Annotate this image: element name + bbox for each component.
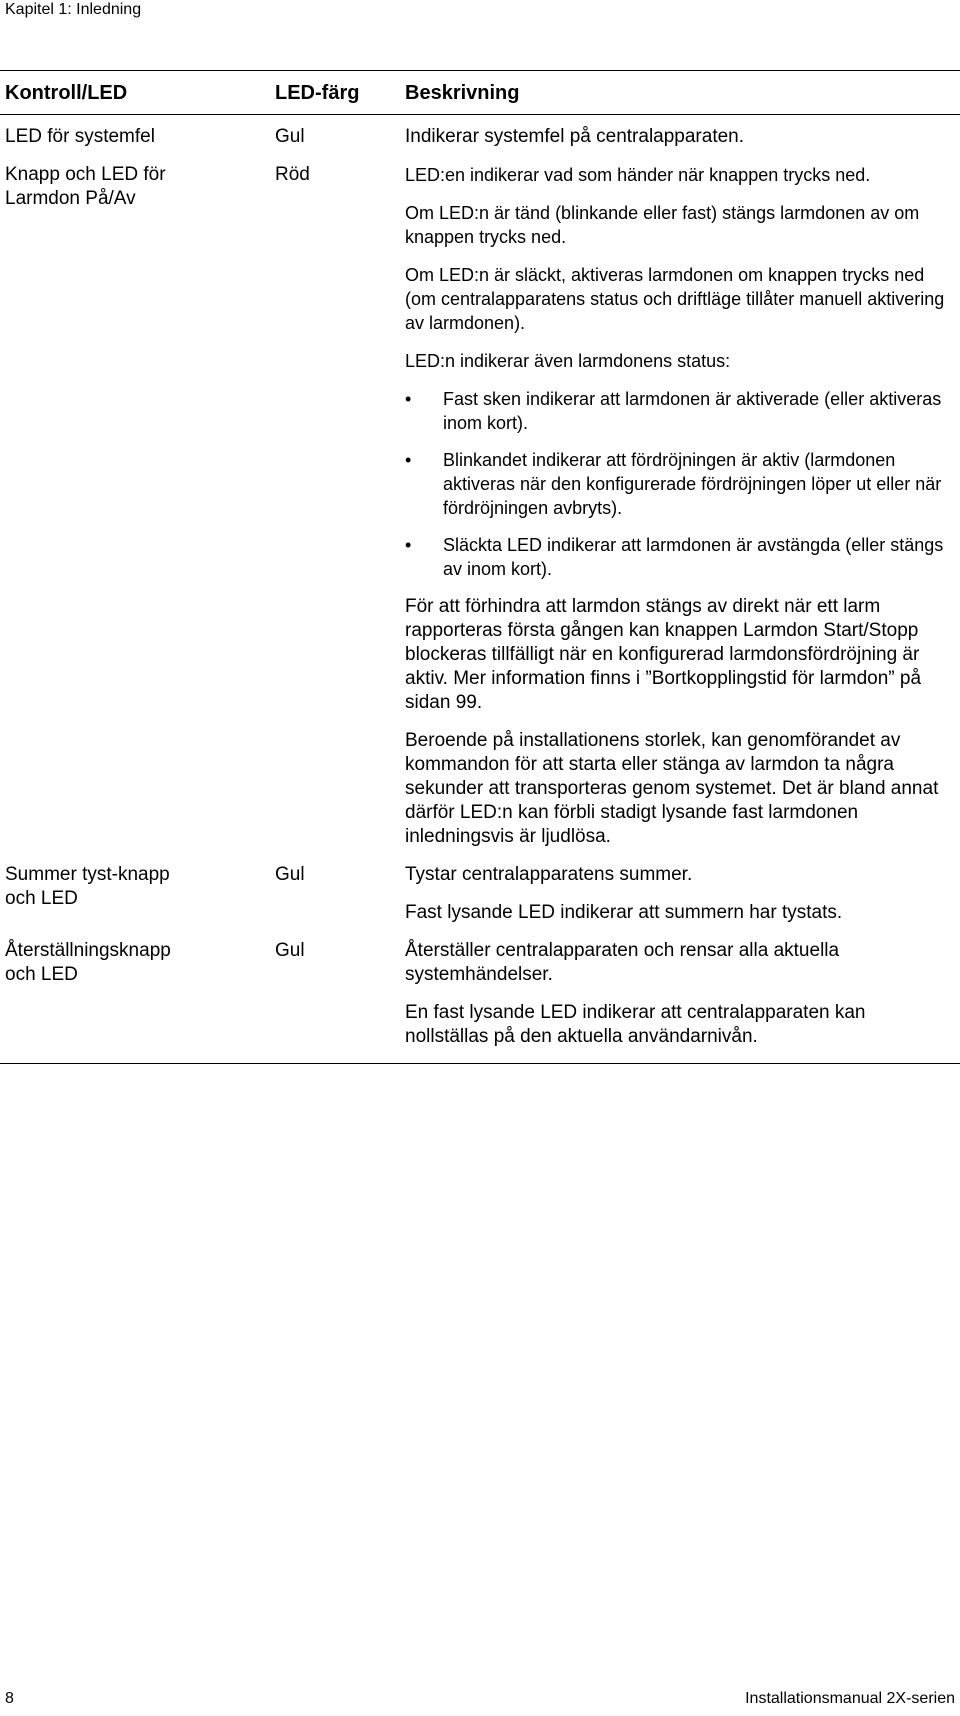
- table-row: [0, 163, 960, 863]
- status-bullet-list: [405, 387, 950, 581]
- control-name: Återställningsknapp och LED: [5, 940, 171, 985]
- control-name: Knapp och LED för Larmdon På/Av: [5, 164, 166, 209]
- description-paragraph: Återställer centralapparaten och rensar alla aktuella systemhändelser.: [405, 940, 840, 985]
- description-paragraph: För att förhindra att larmdon stängs av direkt när ett larm rapporteras första gången kan knappen Larmdon Start/Stopp blockeras tillfälligt när en konfigurerad larmdonsfördröjning är aktiv. Mer information finns i ”Bortkopplingstid för larmdon” på sidan 99.: [405, 596, 922, 713]
- bullet-icon: •: [405, 450, 412, 470]
- bullet-item: • Fast sken indikerar att larmdonen är aktiverade (eller aktiveras inom kort).: [405, 389, 942, 433]
- column-header-color: LED-färg: [275, 82, 360, 104]
- description-paragraph: Om LED:n är tänd (blinkande eller fast) stängs larmdonen av om knappen trycks ned.: [405, 203, 920, 247]
- description-paragraph: Om LED:n är släckt, aktiveras larmdonen om knappen trycks ned (om centralapparatens status och driftläge tillåter manuell aktivering av larmdonen).: [405, 265, 945, 333]
- column-header-control: Kontroll/LED: [5, 82, 128, 104]
- bullet-icon: •: [405, 535, 412, 555]
- page-number: 8: [5, 1690, 14, 1707]
- description-paragraph: Fast lysande LED indikerar att summern har tystats.: [405, 902, 843, 923]
- table-header-row: [0, 71, 960, 115]
- led-table: [0, 70, 960, 1064]
- led-color: Gul: [275, 126, 305, 147]
- description: [405, 163, 960, 863]
- description-paragraph: Indikerar systemfel på centralapparaten.: [405, 126, 745, 147]
- table-row: [0, 115, 960, 163]
- chapter-header: Kapitel 1: Inledning: [5, 1, 142, 18]
- description-paragraph: En fast lysande LED indikerar att centralapparaten kan nollställas på den aktuella användarnivån.: [405, 1002, 866, 1047]
- control-name: LED för systemfel: [5, 126, 155, 147]
- led-color: Gul: [275, 864, 305, 885]
- bullet-icon: •: [405, 389, 412, 409]
- bullet-item: • Släckta LED indikerar att larmdonen är avstängda (eller stängs av inom kort).: [405, 535, 944, 579]
- led-color: Röd: [275, 164, 310, 185]
- table-row: [0, 863, 960, 939]
- description-paragraph: Beroende på installationens storlek, kan genomförandet av kommandon för att starta eller stänga av larmdon ta några sekunder att transporteras genom systemet. Det är bland annat därför LED:n kan förbli stadigt lysande fast larmdonen inledningsvis är ljudlösa.: [405, 730, 939, 847]
- manual-title: Installationsmanual 2X-serien: [745, 1690, 955, 1707]
- description-paragraph: LED:en indikerar vad som händer när knappen trycks ned.: [405, 165, 871, 185]
- bullet-item: • Blinkandet indikerar att fördröjningen är aktiv (larmdonen aktiveras när den konfigurerade fördröjningen löper ut eller när fördröjningen avbryts).: [405, 450, 942, 518]
- led-color: Gul: [275, 940, 305, 961]
- table-row: [0, 939, 960, 1063]
- description-paragraph: LED:n indikerar även larmdonens status:: [405, 351, 731, 371]
- column-header-description: Beskrivning: [405, 82, 520, 104]
- description: [405, 125, 960, 163]
- description: [405, 939, 960, 1063]
- description-paragraph: Tystar centralapparatens summer.: [405, 864, 693, 885]
- description: [405, 863, 960, 939]
- control-name: Summer tyst-knapp och LED: [5, 864, 170, 909]
